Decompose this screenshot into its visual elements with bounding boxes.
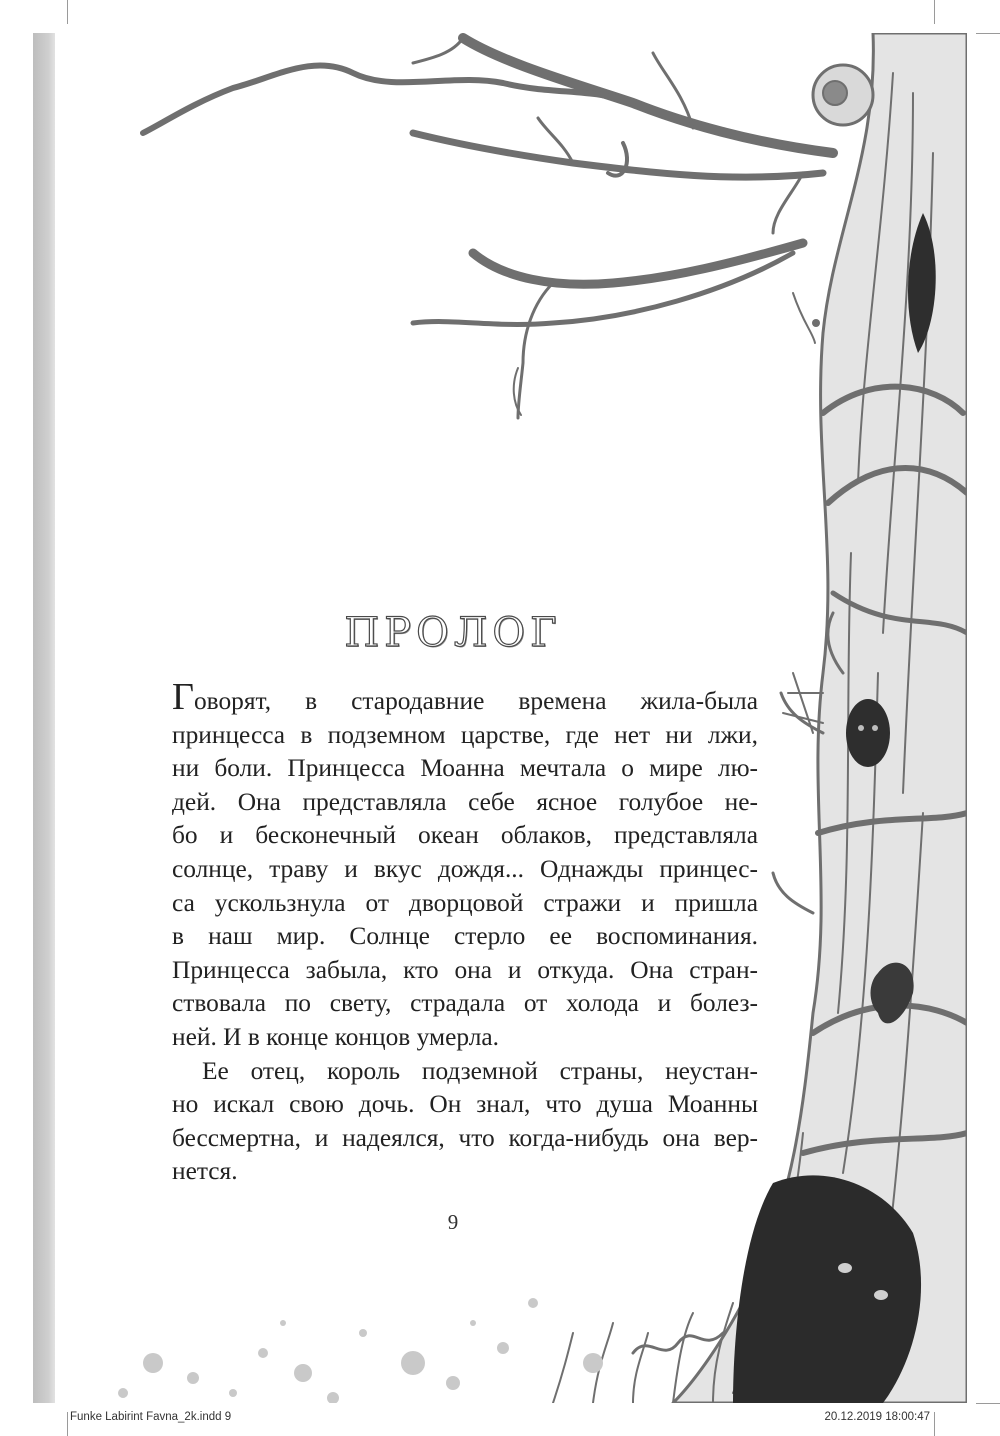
upper-branch xyxy=(463,38,833,153)
drop-cap: Г xyxy=(172,676,194,718)
paragraph-1-line-4: дей. Она представляла себе ясное голубое не- xyxy=(172,787,758,816)
paragraph-1-line-6: солнце, траву и вкус дождя... Однажды принцес- xyxy=(172,854,758,883)
paragraph-2-line-3: бессмертна, и надеялся, что когда-нибудь она вер- xyxy=(172,1123,758,1152)
paragraph-1-line-7: са ускользнула от дворцовой стражи и пришла xyxy=(172,888,758,917)
crop-mark-top-right xyxy=(934,0,935,24)
paragraph-1-line-5: бо и бесконечный океан облаков, представляла xyxy=(172,821,758,850)
crop-mark-right-top xyxy=(976,33,1000,34)
paragraph-2-line-2: но искал свою дочь. Он знал, что душа Моанны xyxy=(172,1090,758,1119)
print-slug-timestamp: 20.12.2019 18:00:47 xyxy=(824,1411,930,1423)
middle-branch xyxy=(473,243,803,284)
crop-mark-right-bottom xyxy=(976,1403,1000,1404)
crop-mark-top-left xyxy=(67,0,68,24)
hollow-eyes xyxy=(846,699,890,767)
paragraph-1-line-8: в наш мир. Солнце стерло ее воспоминания. xyxy=(172,922,758,951)
page-number: 9 xyxy=(447,1210,459,1234)
paragraph-1-line-9: Принцесса забыла, кто она и откуда. Она стран- xyxy=(172,955,758,984)
ink-splatters xyxy=(118,1298,603,1403)
crop-mark-bottom-left xyxy=(67,1412,68,1436)
paragraph-1-line-10: ствовала по свету, страдала от холода и болез- xyxy=(172,989,758,1018)
chapter-title: ПРОЛОГ xyxy=(344,610,562,656)
prologue-text xyxy=(172,676,758,1189)
print-slug-file: Funke Labirint Favna_2k.indd 9 xyxy=(70,1411,232,1423)
book-page xyxy=(33,33,967,1403)
paragraph-2-line-1: Ее отец, король подземной страны, неустан- xyxy=(202,1056,758,1085)
crop-mark-bottom-right xyxy=(934,1412,935,1436)
paragraph-1-line-2: принцесса в подземном царстве, где нет ни лжи, xyxy=(172,720,758,749)
paragraph-1-line-3: ни боли. Принцесса Моанна мечтала о мире лю- xyxy=(172,754,758,783)
paragraph-2-line-4: нется. xyxy=(172,1157,238,1186)
paragraph-1-line-11: ней. И в конце концов умерла. xyxy=(172,1022,499,1051)
paragraph-1-line-1: Говорят, в стародавние времена жила-была xyxy=(172,676,758,718)
